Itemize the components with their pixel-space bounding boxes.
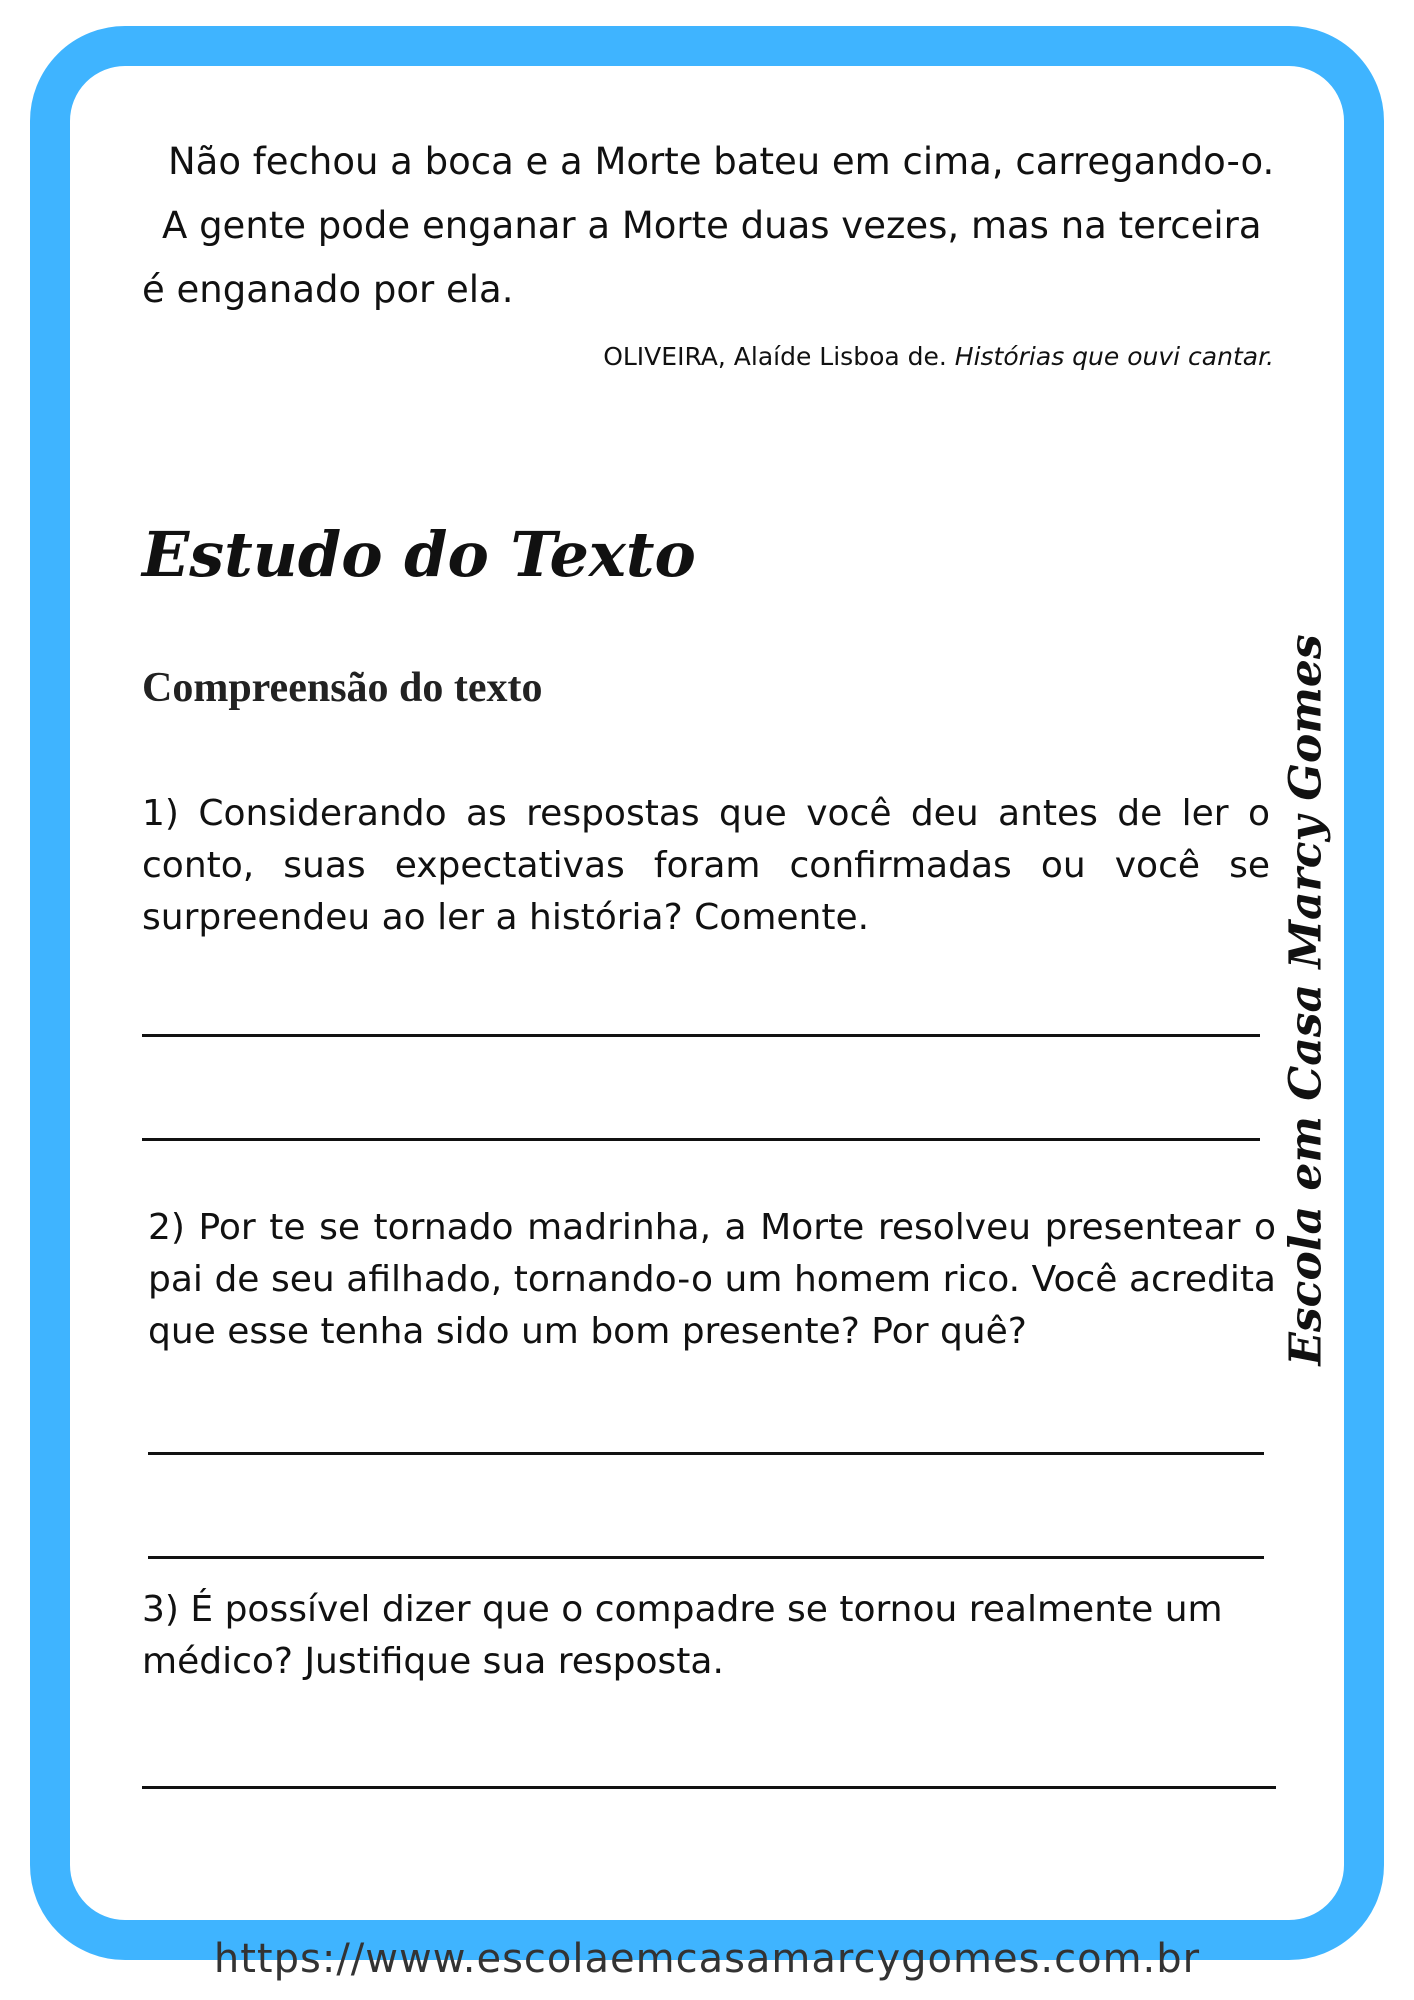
section-subtitle: Compreensão do texto	[142, 665, 543, 711]
story-excerpt	[142, 130, 1280, 371]
side-brand-label: Escola em Casa Marcy Gomes	[1280, 634, 1332, 1366]
story-paragraph-1	[142, 130, 1280, 194]
answer-line-1a[interactable]	[142, 1034, 1260, 1037]
story-paragraph-2-text: A gente pode enganar a Morte duas vezes, mas na terceira é enganado por ela.	[142, 204, 1262, 311]
story-paragraph-1-text: Não fechou a boca e a Morte bateu em cima, carregando-o.	[168, 140, 1275, 183]
citation-title: Histórias que ouvi cantar.	[954, 342, 1274, 371]
section-title: Estudo do Texto	[142, 518, 696, 591]
answer-line-3a[interactable]	[142, 1786, 1276, 1789]
citation-author: OLIVEIRA, Alaíde Lisboa de.	[603, 342, 947, 371]
answer-line-2a[interactable]	[148, 1452, 1264, 1455]
answer-line-2b[interactable]	[148, 1556, 1264, 1559]
story-paragraph-2	[142, 194, 1280, 322]
question-1: 1) Considerando as respostas que você deu antes de ler o conto, suas expectativas foram confirmadas ou você se surpreendeu ao ler a história? Comente.	[142, 793, 1270, 938]
question-3: 3) É possível dizer que o compadre se tornou realmente um médico? Justifique sua resposta.	[142, 1589, 1223, 1682]
question-2: 2) Por te se tornado madrinha, a Morte resolveu presentear o pai de seu afilhado, tornando-o um homem rico. Você acredita que esse tenha sido um bom presente? Por quê?	[148, 1207, 1276, 1352]
answer-line-1b[interactable]	[142, 1138, 1260, 1141]
citation	[142, 342, 1274, 371]
footer-url[interactable]: https://www.escolaemcasamarcygomes.com.br	[213, 1936, 1201, 1982]
